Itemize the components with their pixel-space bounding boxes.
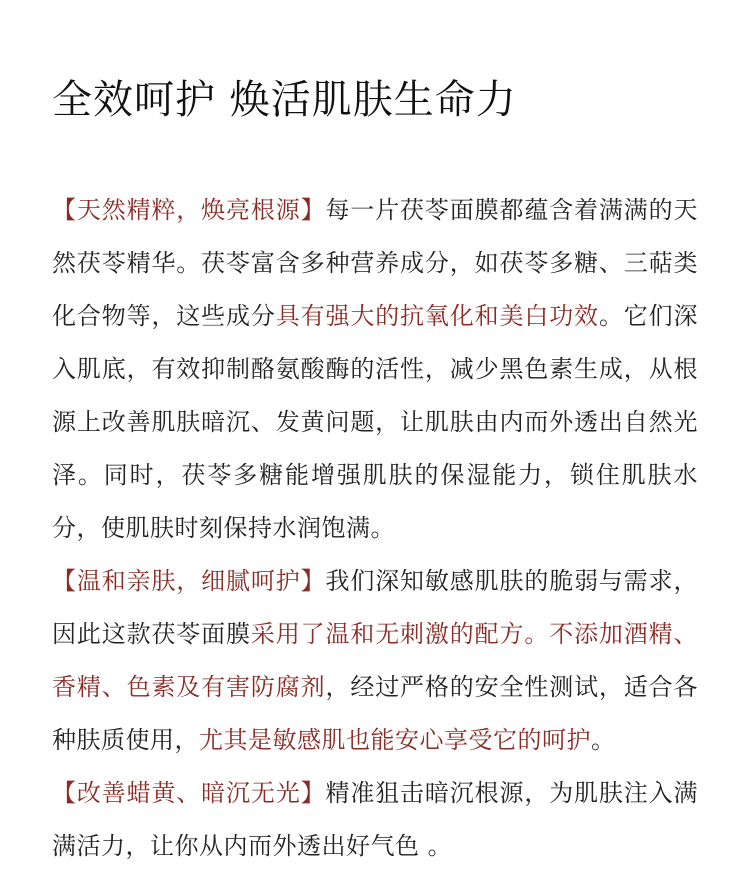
body-text: ，经过严格的安全性测试，适合各种肤质使用，: [52, 673, 699, 754]
body-text: 我们深知敏感肌肤的脆弱与需求，因此这款茯苓面膜: [52, 567, 699, 648]
section-heading: 【天然精粹，焕亮根源】: [52, 196, 326, 224]
page-title: 全效呵护 焕活肌肤生命力: [52, 77, 517, 123]
description-content: [52, 184, 698, 873]
section-heading: 【温和亲肤，细腻呵护】: [52, 567, 326, 595]
paragraph-gentle-care: [52, 555, 698, 767]
body-text: 。它们深入肌底，有效抑制酪氨酸酶的活性，减少黑色素生成，从根源上改善肌肤暗沉、发黄问题，让肌肤由内而外透出自然光泽。同时，茯苓多糖能增强肌肤的保湿能力，锁住肌肤水分，使肌肤时刻保持水润饱满。: [52, 302, 699, 542]
section-heading: 【改善蜡黄、暗沉无光】: [52, 779, 326, 807]
body-text: 。: [591, 726, 616, 754]
body-text: 精准狙击暗沉根源，为肌肤注入满满活力，让你从内而外透出好气色 。: [52, 779, 699, 860]
paragraph-brightening: [52, 767, 698, 873]
highlight-text: 尤其是敏感肌也能安心享受它的呵护: [199, 726, 591, 754]
paragraph-natural-essence: [52, 184, 698, 555]
body-text: 每一片茯苓面膜都蕴含着满满的天然茯苓精华。茯苓富含多种营养成分，如茯苓多糖、三萜类化合物等，这些成分: [52, 196, 699, 330]
highlight-text: 具有强大的抗氧化和美白功效: [275, 302, 599, 330]
highlight-text: 采用了温和无刺激的配方。不添加酒精、香精、色素及有害防腐剂: [52, 620, 699, 701]
